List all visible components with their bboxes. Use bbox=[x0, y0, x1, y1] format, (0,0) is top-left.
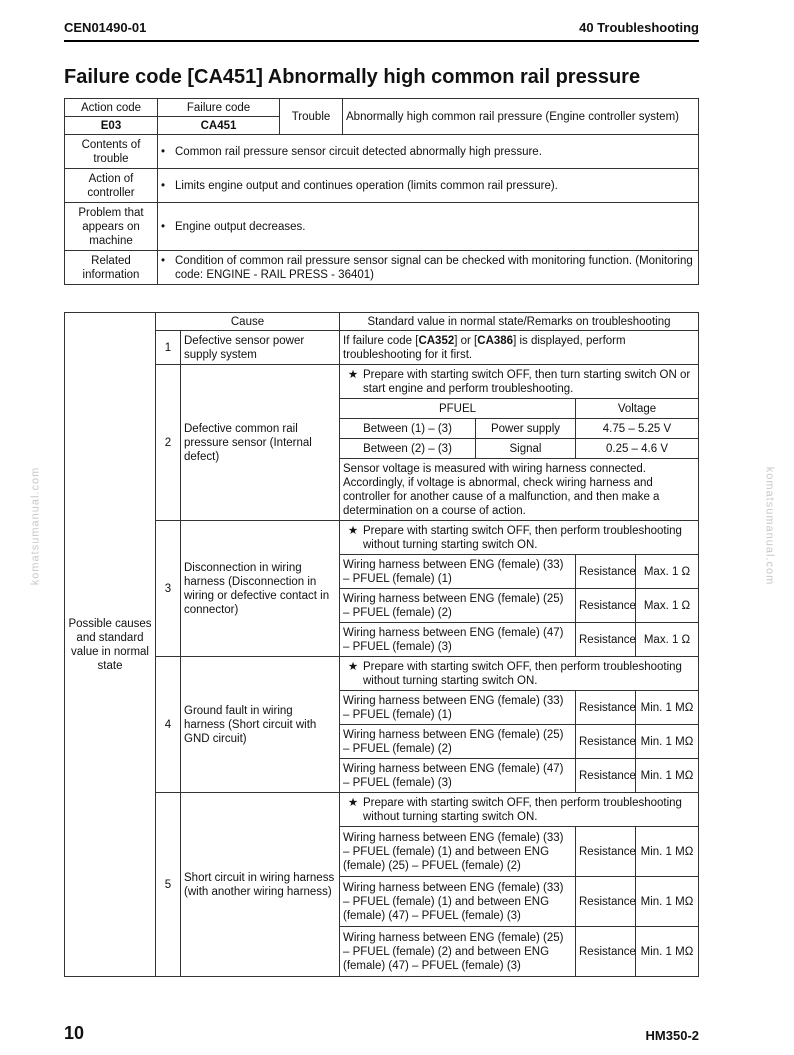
preparation-note: Prepare with starting switch OFF, then perform troubleshooting without turning starting switch ON. bbox=[363, 796, 682, 823]
possible-causes-table bbox=[64, 312, 699, 977]
harness-check: Wiring harness between ENG (female) (33) – PFUEL (female) (1) and between ENG (female) (47) – PFUEL (female) (3) bbox=[340, 877, 576, 927]
possible-causes-label: Possible causes and standard value in normal state bbox=[65, 313, 156, 977]
failure-code-ref: CA352 bbox=[418, 334, 455, 347]
cause-description: Short circuit in wiring harness (with another wiring harness) bbox=[181, 793, 340, 977]
resistance-value: Max. 1 Ω bbox=[636, 589, 699, 623]
resistance-label: Resistance bbox=[576, 691, 636, 725]
action-of-controller-text: Limits engine output and continues operation (limits common rail pressure). bbox=[175, 179, 558, 192]
resistance-value: Min. 1 MΩ bbox=[636, 927, 699, 977]
resistance-label: Resistance bbox=[576, 827, 636, 877]
action-code-value: E03 bbox=[65, 117, 158, 135]
action-of-controller-label: Action of controller bbox=[65, 169, 158, 203]
sensor-voltage-note: Sensor voltage is measured with wiring harness connected. Accordingly, if voltage is abnormal, check wiring harness and controller for another cause of a malfunction, and then make a determination on a course of action. bbox=[340, 459, 699, 521]
bullet-mark: • bbox=[161, 220, 166, 233]
pfuel-header: PFUEL bbox=[340, 399, 576, 419]
resistance-value: Min. 1 MΩ bbox=[636, 759, 699, 793]
cause-description: Ground fault in wiring harness (Short circuit with GND circuit) bbox=[181, 657, 340, 793]
preparation-note: Prepare with starting switch OFF, then perform troubleshooting without turning starting switch ON. bbox=[363, 660, 682, 687]
harness-check: Wiring harness between ENG (female) (33) – PFUEL (female) (1) bbox=[340, 555, 576, 589]
voltage-value: 4.75 – 5.25 V bbox=[576, 419, 699, 439]
standard-value-column-header: Standard value in normal state/Remarks on troubleshooting bbox=[340, 313, 699, 331]
page-header bbox=[64, 18, 699, 42]
doc-code: CEN01490-01 bbox=[64, 20, 147, 35]
cause-number: 5 bbox=[156, 793, 181, 977]
cause-description: Disconnection in wiring harness (Disconnection in wiring or defective contact in connector) bbox=[181, 521, 340, 657]
trouble-text: Abnormally high common rail pressure (Engine controller system) bbox=[343, 99, 699, 135]
cause-number: 2 bbox=[156, 365, 181, 521]
page-number: 10 bbox=[64, 1023, 85, 1043]
failure-summary-table bbox=[64, 98, 699, 285]
page-title: Failure code [CA451] Abnormally high common rail pressure bbox=[64, 66, 641, 88]
star-icon: ★ bbox=[347, 796, 359, 809]
cause-column-header: Cause bbox=[156, 313, 340, 331]
problem-on-machine-text: Engine output decreases. bbox=[175, 220, 306, 233]
resistance-label: Resistance bbox=[576, 623, 636, 657]
voltage-header: Voltage bbox=[576, 399, 699, 419]
cause-number: 3 bbox=[156, 521, 181, 657]
bullet-mark: • bbox=[161, 254, 166, 267]
resistance-label: Resistance bbox=[576, 759, 636, 793]
cause-description: Defective common rail pressure sensor (Internal defect) bbox=[181, 365, 340, 521]
measure-item: Power supply bbox=[476, 419, 576, 439]
resistance-label: Resistance bbox=[576, 589, 636, 623]
star-icon: ★ bbox=[347, 524, 359, 537]
harness-check: Wiring harness between ENG (female) (47) – PFUEL (female) (3) bbox=[340, 759, 576, 793]
bullet-mark: • bbox=[161, 179, 166, 192]
resistance-label: Resistance bbox=[576, 877, 636, 927]
resistance-label: Resistance bbox=[576, 725, 636, 759]
resistance-value: Max. 1 Ω bbox=[636, 555, 699, 589]
trouble-label: Trouble bbox=[280, 99, 343, 135]
failure-code-header: Failure code bbox=[158, 99, 280, 117]
harness-check: Wiring harness between ENG (female) (25) – PFUEL (female) (2) bbox=[340, 589, 576, 623]
related-information-label: Related information bbox=[65, 251, 158, 285]
resistance-value: Min. 1 MΩ bbox=[636, 725, 699, 759]
harness-check: Wiring harness between ENG (female) (33) – PFUEL (female) (1) and between ENG (female) (25) – PFUEL (female) (2) bbox=[340, 827, 576, 877]
voltage-value: 0.25 – 4.6 V bbox=[576, 439, 699, 459]
resistance-value: Min. 1 MΩ bbox=[636, 827, 699, 877]
measure-points: Between (2) – (3) bbox=[340, 439, 476, 459]
star-icon: ★ bbox=[347, 368, 359, 381]
related-information-text: Condition of common rail pressure sensor signal can be checked with monitoring function. (Monitoring code: ENGINE - RAIL PRESS - 36401) bbox=[175, 254, 693, 281]
action-code-header: Action code bbox=[65, 99, 158, 117]
resistance-value: Min. 1 MΩ bbox=[636, 877, 699, 927]
preparation-note: Prepare with starting switch OFF, then turn starting switch ON or start engine and perform troubleshooting. bbox=[363, 368, 691, 395]
problem-on-machine-label: Problem that appears on machine bbox=[65, 203, 158, 251]
cause-description: Defective sensor power supply system bbox=[181, 331, 340, 365]
harness-check: Wiring harness between ENG (female) (25) – PFUEL (female) (2) and between ENG (female) (47) – PFUEL (female) (3) bbox=[340, 927, 576, 977]
measure-points: Between (1) – (3) bbox=[340, 419, 476, 439]
star-icon: ★ bbox=[347, 660, 359, 673]
resistance-value: Max. 1 Ω bbox=[636, 623, 699, 657]
failure-code-ref: CA386 bbox=[477, 334, 514, 347]
watermark-left: komatsumanual.com bbox=[29, 466, 42, 586]
failure-code-value: CA451 bbox=[158, 117, 280, 135]
harness-check: Wiring harness between ENG (female) (25) – PFUEL (female) (2) bbox=[340, 725, 576, 759]
cause-number: 4 bbox=[156, 657, 181, 793]
preparation-note: Prepare with starting switch OFF, then perform troubleshooting without turning starting switch ON. bbox=[363, 524, 682, 551]
cause-1-remark: If failure code [CA352] or [CA386] is displayed, perform troubleshooting for it first. bbox=[340, 331, 699, 365]
section-name: 40 Troubleshooting bbox=[579, 20, 699, 35]
watermark-right: komatsumanual.com bbox=[763, 466, 776, 586]
cause-number: 1 bbox=[156, 331, 181, 365]
contents-of-trouble-text: Common rail pressure sensor circuit detected abnormally high pressure. bbox=[175, 145, 542, 158]
bullet-mark: • bbox=[161, 145, 166, 158]
harness-check: Wiring harness between ENG (female) (47) – PFUEL (female) (3) bbox=[340, 623, 576, 657]
resistance-label: Resistance bbox=[576, 927, 636, 977]
resistance-value: Min. 1 MΩ bbox=[636, 691, 699, 725]
resistance-label: Resistance bbox=[576, 555, 636, 589]
measure-item: Signal bbox=[476, 439, 576, 459]
harness-check: Wiring harness between ENG (female) (33) – PFUEL (female) (1) bbox=[340, 691, 576, 725]
model-name: HM350-2 bbox=[645, 1028, 699, 1043]
contents-of-trouble-label: Contents of trouble bbox=[65, 135, 158, 169]
